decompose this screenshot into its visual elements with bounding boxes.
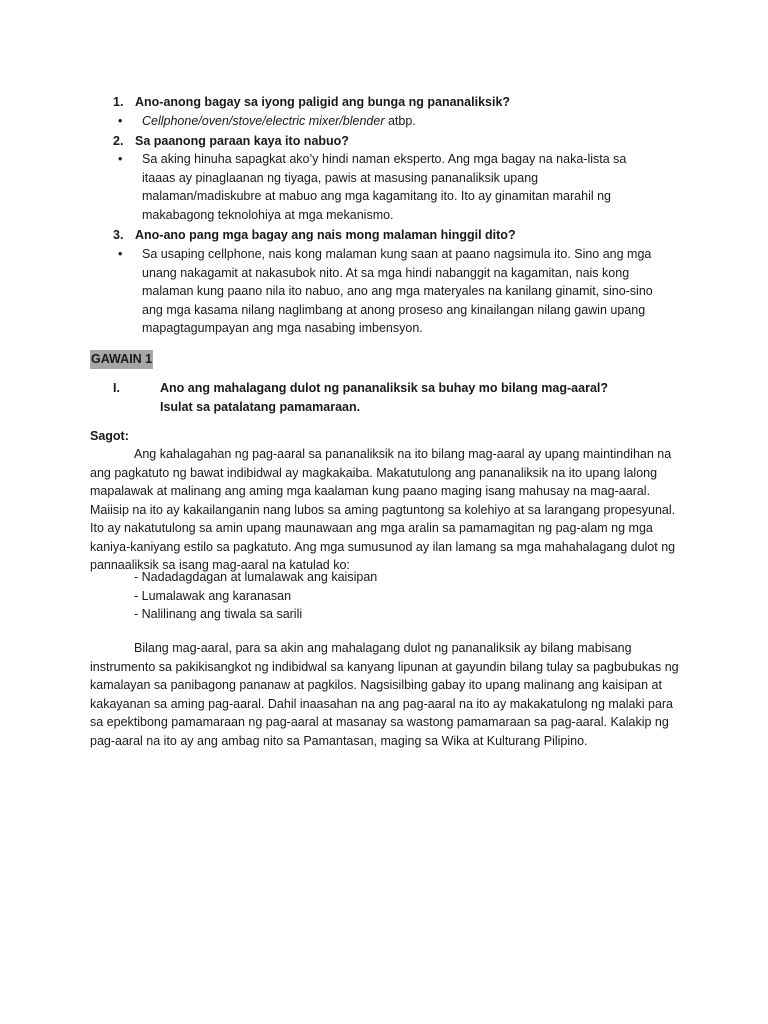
answer-1-items: Cellphone/oven/stove/electric mixer/blender: [142, 114, 385, 128]
answer-3: [118, 245, 658, 338]
task-prompt: Ano ang mahalagang dulot ng pananaliksik sa buhay mo bilang mag-aaral? Isulat sa patalatang pamamaraan.: [160, 381, 608, 414]
question-1: [113, 93, 510, 112]
bullet-icon: •: [118, 114, 123, 128]
question-text: Ano-ano pang mga bagay ang nais mong malaman hinggil dito?: [135, 228, 516, 242]
section-heading: GAWAIN 1: [90, 350, 153, 369]
benefit-item: - Nalilinang ang tiwala sa sarili: [134, 607, 303, 621]
paragraph-2: Bilang mag-aaral, para sa akin ang mahalagang dulot ng pananaliksik ay bilang mabisang instrumento sa pakikisangkot ng indibidwal sa kanyang lipunan at gayundin bilang tulay sa pagbubukas ng kamalayan sa panibagong pananaw at pagkilos. Nagsisilbing gabay ito upang malinang ang kaisipan at kakayanan sa aming pag-aaral. Dahil inaasahan na ang pag-aaral na ito ay makakatulong ng malaki para sa epektibong pamamaraan ng pag-aaral at masanay sa wastong pamamaraan sa pag-aaral. Kalakip ng pag-aaral na ito ay ang ambag nito sa Pamantasan, maging sa Wika at Kulturang Pilipino.: [90, 641, 679, 748]
answer-2: [118, 150, 658, 224]
question-text: Ano-anong bagay sa iyong paligid ang bunga ng pananaliksik?: [135, 95, 511, 109]
bullet-icon: •: [118, 247, 123, 261]
bullet-icon: •: [118, 152, 123, 166]
answer-label: Sagot:: [90, 429, 129, 443]
answer-2-text: Sa aking hinuha sapagkat ako’y hindi naman eksperto. Ang mga bagay na naka-lista sa itaaas ay pinaglaanan ng tiyaga, pawis at masusing pananaliksik upang malaman/madiskubre at mabuo ang mga kagamitang ito. Ito ay ginamitan marahil ng makabagong teknolohiya at mga mekanismo.: [142, 152, 627, 222]
answer-3-text: Sa usaping cellphone, nais kong malaman kung saan at paano nagsimula ito. Sino ang mga unang nakagamit at nakasubok nito. At sa mga hindi nabanggit na kagamitan, nais kong malaman kung paano nila ito nabuo, ano ang mga materyales na kanilang ginamit, sino-sino ang mga kasama nilang naglimbang at anong proseso ang kinailangan nilang gawin upang mapagtagumpayan ang mga nasabing imbensyon.: [142, 247, 653, 335]
paragraph-1: Ang kahalagahan ng pag-aaral sa pananaliksik na ito bilang mag-aaral ay upang maintindihan na ang pagkatuto ng bawat indibidwal ay magkakaiba. Makatutulong ang pananaliksik na ito upang lalong mapalawak at malinang ang aming mga kaalaman kung paano maging isang mahusay na mag-aaral. Maiisip na ito ay kakailanganin nang lubos sa aming pagtuntong sa kolehiyo at sa larangang propesyunal. Ito ay nakatutulong sa amin upang maunawaan ang mga aralin sa pamamagitan ng pag-alam ng mga kaniya-kaniyang estilo sa pagkatuto. Ang mga sumusunod ay ilan lamang sa mga mahahalagang dulot ng pannaaliksik sa isang mag-aaral na katulad ko:: [90, 447, 676, 572]
benefit-item: - Nadadagdagan at lumalawak ang kaisipan: [134, 570, 378, 584]
benefit-item: - Lumalawak ang karanasan: [134, 589, 292, 603]
task-number: I.: [113, 381, 120, 395]
question-number: 1.: [113, 95, 124, 109]
answer-1-suffix: atbp.: [384, 114, 416, 128]
answer-1: [118, 112, 658, 131]
question-2: [113, 132, 349, 151]
question-number: 2.: [113, 134, 124, 148]
question-text: Sa paanong paraan kaya ito nabuo?: [135, 134, 349, 148]
question-number: 3.: [113, 228, 124, 242]
question-3: [113, 226, 516, 245]
